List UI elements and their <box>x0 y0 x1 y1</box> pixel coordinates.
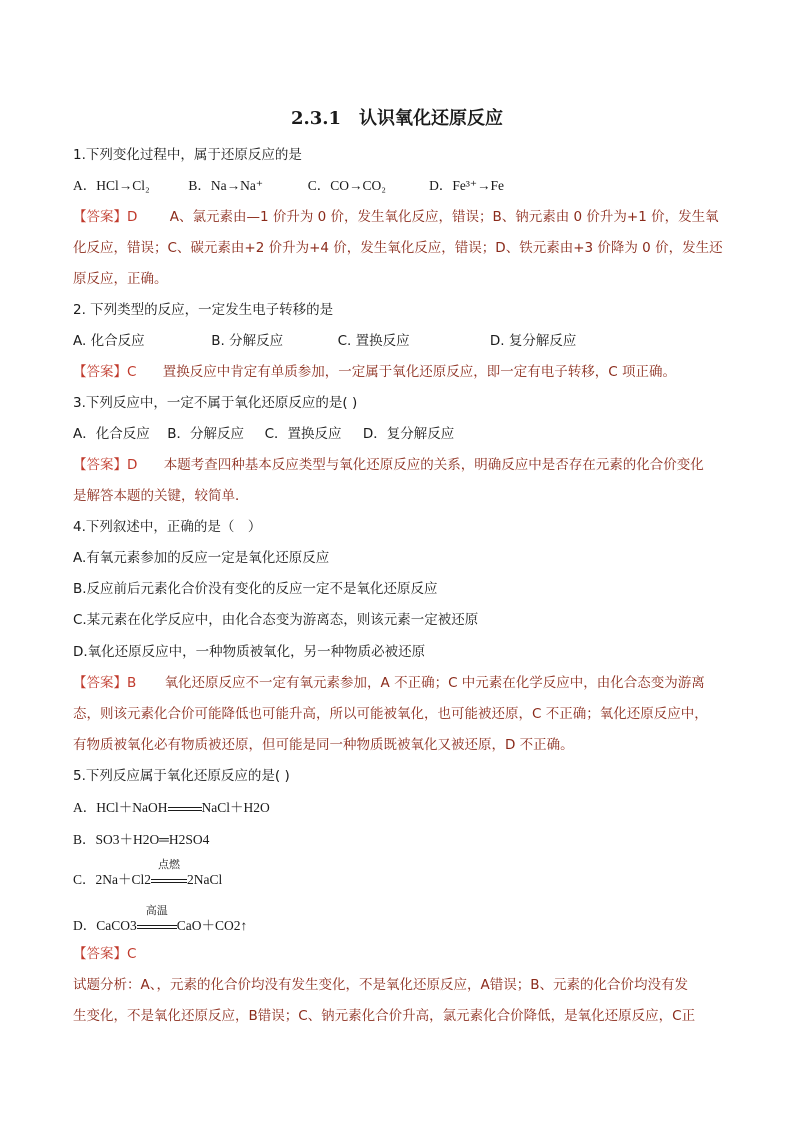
q2-answer-text: 置换反应中肯定有单质参加，一定属于氧化还原反应，即一定有电子转移，C 项正确。 <box>162 364 676 380</box>
q1-option-a: A．HCl→Cl₂ <box>73 178 150 193</box>
q3-option-c: C．置换反应 <box>264 426 342 442</box>
question-2-stem: 2. 下列类型的反应，一定发生电子转移的是 <box>73 302 334 318</box>
question-3-options <box>73 424 454 444</box>
question-3-stem: 3.下列反应中，一定不属于氧化还原反应的是( ) <box>73 395 358 411</box>
q1-option-c: C．CO→CO₂ <box>307 178 386 193</box>
condition-ignite: 点燃 <box>158 859 181 871</box>
q3-option-b: B．分解反应 <box>167 426 245 442</box>
q4-option-d: D.氧化还原反应中，一种物质被氧化，另一种物质必被还原 <box>73 644 426 660</box>
q4-option-c: C.某元素在化学反应中，由化合态变为游离态，则该元素一定被还原 <box>73 612 479 628</box>
q3-option-a: A．化合反应 <box>73 426 150 442</box>
q5-option-c <box>73 859 223 890</box>
condition-high-temp: 高温 <box>145 905 168 917</box>
q2-answer-label: 【答案】C <box>73 364 137 380</box>
q5-option-b: B．SO3＋H2O═H2SO4 <box>73 832 210 847</box>
q2-option-d: D. 复分解反应 <box>489 333 577 349</box>
q1-answer-line-2: 化反应，错误；C、碳元素由+2 价升为+4 价，发生氧化反应，错误；D、铁元素由+3 价降为 0 价，发生还 <box>73 240 723 256</box>
q5-option-a-right: NaCl＋H2O <box>201 800 270 815</box>
q5-option-a <box>73 798 270 818</box>
q1-option-d: D．Fe³⁺→Fe <box>429 178 505 193</box>
q1-answer-text: A、氯元素由—1 价升为 0 价，发生氧化反应，错误；B、钠元素由 0 价升为+1 价，发生氧 <box>169 209 719 225</box>
question-2-options <box>73 331 576 351</box>
q3-answer-label: 【答案】D <box>73 457 138 473</box>
q5-option-d <box>73 905 248 936</box>
q4-answer-text: 氧化还原反应不一定有氧元素参加，A 不正确；C 中元素在化学反应中，由化合态变为游离 <box>164 675 705 691</box>
page-title: 2.3.1 认识氧化还原反应 <box>290 108 504 129</box>
q5-option-d-right: CaO＋CO2↑ <box>176 918 248 933</box>
q1-answer-line-1 <box>73 207 719 227</box>
q4-option-b: B.反应前后元素化合价没有变化的反应一定不是氧化还原反应 <box>73 581 438 597</box>
q5-answer-label: 【答案】C <box>73 946 137 962</box>
q4-answer-label: 【答案】B <box>73 675 137 691</box>
q1-answer-line-3: 原反应，正确。 <box>73 271 168 287</box>
reaction-condition-arrow <box>151 859 187 890</box>
q3-answer-line-2: 是解答本题的关键，较简单． <box>73 488 249 504</box>
question-1-stem: 1.下列变化过程中，属于还原反应的是 <box>73 147 302 163</box>
q4-answer-line-1 <box>73 673 705 693</box>
q4-option-a: A.有氧元素参加的反应一定是氧化还原反应 <box>73 550 330 566</box>
equals-sign <box>168 807 202 811</box>
q5-option-c-right: 2NaCl <box>187 872 223 887</box>
q4-answer-line-2: 态，则该元素化合价可能降低也可能升高，所以可能被氧化，也可能被还原，C 不正确；氧化还原反应中， <box>73 706 708 722</box>
q4-answer-line-3: 有物质被氧化必有物质被还原，但可能是同一种物质既被氧化又被还原，D 不正确。 <box>73 737 574 753</box>
reaction-condition-arrow <box>137 905 177 936</box>
q5-option-d-left: D．CaCO3 <box>73 918 137 933</box>
question-5-stem: 5.下列反应属于氧化还原反应的是( ) <box>73 768 290 784</box>
q5-option-c-left: C．2Na＋Cl2 <box>73 872 152 887</box>
q1-option-b: B．Na→Na⁺ <box>188 178 263 193</box>
q2-option-a: A. 化合反应 <box>73 333 145 349</box>
q3-answer-line-1 <box>73 455 704 475</box>
equals-sign <box>137 925 177 929</box>
q5-analysis-line-1: 试题分析：A、，元素的化合价均没有发生变化，不是氧化还原反应，A错误；B、元素的化合价均没有发 <box>73 977 688 993</box>
q5-option-a-left: A．HCl＋NaOH <box>73 800 168 815</box>
q1-answer-label: 【答案】D <box>73 209 138 225</box>
q3-option-d: D．复分解反应 <box>362 426 455 442</box>
question-1-options <box>73 176 504 196</box>
q2-option-c: C. 置换反应 <box>337 333 410 349</box>
q5-analysis-line-2: 生变化，不是氧化还原反应，B错误；C、钠元素化合价升高，氯元素化合价降低，是氧化还原反应，C正 <box>73 1008 696 1024</box>
question-4-stem: 4.下列叙述中，正确的是（ ） <box>73 519 262 535</box>
equals-sign <box>151 879 187 883</box>
q2-option-b: B. 分解反应 <box>211 333 284 349</box>
q3-answer-text: 本题考查四种基本反应类型与氧化还原反应的关系，明确反应中是否存在元素的化合价变化 <box>163 457 704 473</box>
q2-answer-line-1 <box>73 362 676 382</box>
